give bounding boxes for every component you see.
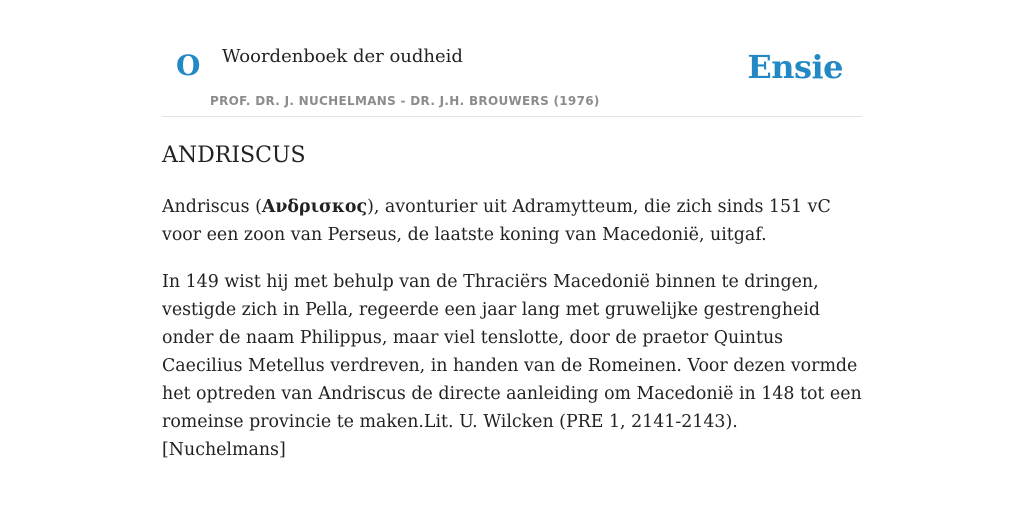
greek-name: Ανδρισκος: [261, 197, 368, 218]
ensie-logo[interactable]: Ensie: [747, 48, 843, 86]
book-title[interactable]: Woordenboek der oudheid: [222, 46, 463, 67]
book-header: [162, 0, 862, 117]
entry-paragraph-1: [162, 193, 862, 249]
book-letter-icon: O: [176, 49, 201, 82]
p1-text-before: Andriscus (: [162, 197, 262, 218]
entry-title: ANDRISCUS: [162, 143, 306, 168]
book-authors: PROF. DR. J. NUCHELMANS - DR. J.H. BROUWERS (1976): [210, 94, 600, 108]
entry-paragraph-2: In 149 wist hij met behulp van de Thraciërs Macedonië binnen te dringen, vestigde zich in Pella, regeerde een jaar lang met gruwelijke gestrengheid onder de naam Philippus, maar viel tenslotte, door de praetor Quintus Caecilius Metellus verdreven, in handen van de Romeinen. Voor dezen vormde het optreden van Andriscus de directe aanleiding om Macedonië in 148 tot een romeinse provincie te maken.Lit. U. Wilcken (PRE 1, 2141-2143). [Nuchelmans]: [162, 272, 862, 461]
p1-text-after: ), avonturier uit Adramytteum, die zich sinds 151 vC voor een zoon van Perseus, de laatste koning van Macedonië, uitgaf.: [162, 197, 831, 246]
entry-body: [162, 193, 862, 464]
page-container: [162, 0, 862, 483]
